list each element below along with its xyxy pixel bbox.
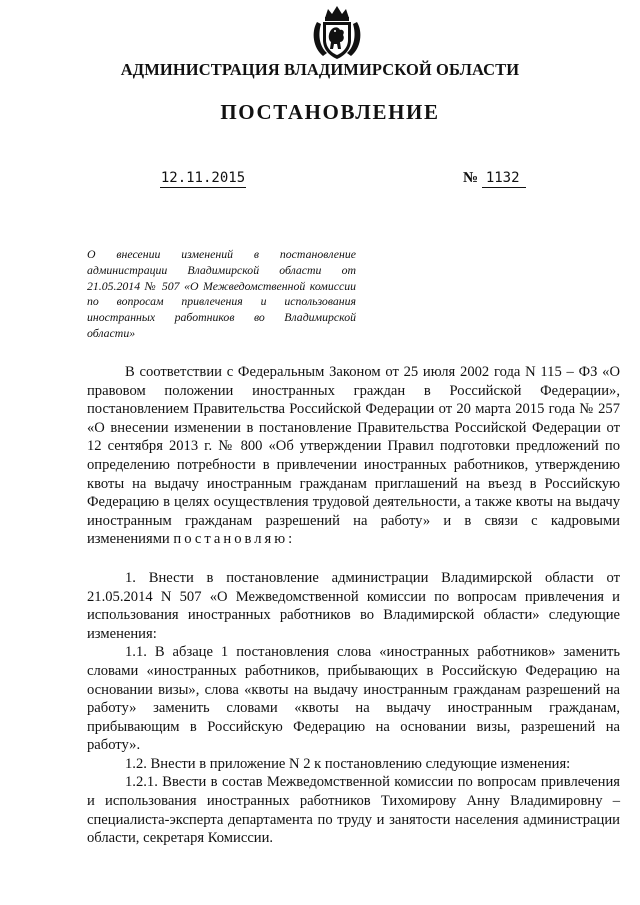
- document-type-title: ПОСТАНОВЛЕНИЕ: [220, 100, 440, 124]
- document-date: 12.11.2015: [160, 170, 246, 186]
- coat-of-arms-emblem: [307, 4, 367, 62]
- document-body: [87, 363, 620, 848]
- resolve-word: постановляю:: [173, 531, 296, 548]
- item-1: 1. Внести в постановление администрации Владимирской области от 21.05.2014 N 507 «О Межведомственной комиссии по вопросам привлечения и использования иностранных работников во Владимирской области» следующие изменения:: [87, 569, 620, 642]
- preamble-text: В соответствии с Федеральным Законом от 25 июля 2002 года N 115 – ФЗ «О правовом положении иностранных граждан в Российской Федерации», постановлением Правительства Российской Федерации от 20 марта 2015 года № 257 «О внесении изменении в постановление Правительства Российской Федерации от 12 сентября 2013 г. № 800 «Об утверждении Правил подготовки предложений по определению потребности в привлечении иностранных работников, утверждению квоты на выдачу иностранным гражданам приглашений на въезд в Российскую Федерацию в целях осуществления трудовой деятельности, а также квоты на выдачу иностранным гражданам разрешений на работу» и в связи с кадровыми изменениями: [87, 364, 620, 548]
- item-1-2-1: 1.2.1. Ввести в состав Межведомственной комиссии по вопросам привлечения и использования иностранных работников Тихомирову Анну Владимировну – специалиста-эксперта департамента по труду и занятости населения администрации области, секретаря Комиссии.: [87, 774, 620, 847]
- number-sign: №: [463, 170, 479, 186]
- document-subject: О внесении изменений в постановление администрации Владимирской области от 21.05.2014 № 507 «О Межведомственной комиссии по вопросам привлечения и использования иностранных работников во Владимирской области»: [87, 247, 356, 340]
- number-value: 1132: [482, 170, 526, 188]
- document-number: [463, 170, 526, 188]
- item-1-2: 1.2. Внести в приложение N 2 к постановлению следующие изменения:: [125, 755, 571, 772]
- item-1-1: 1.1. В абзаце 1 постановления слова «иностранных работников» заменить словами «иностранных работников, прибывающих в Российскую Федерацию на основании визы», слова «квоты на выдачу иностранным гражданам разрешений на работу» заменить словами «квоты на выдачу иностранным гражданам, прибывающим в Российскую Федерацию на основании визы, разрешений на работу».: [87, 644, 620, 754]
- preamble-paragraph: [87, 363, 620, 549]
- organization-title: АДМИНИСТРАЦИЯ ВЛАДИМИРСКОЙ ОБЛАСТИ: [120, 60, 520, 79]
